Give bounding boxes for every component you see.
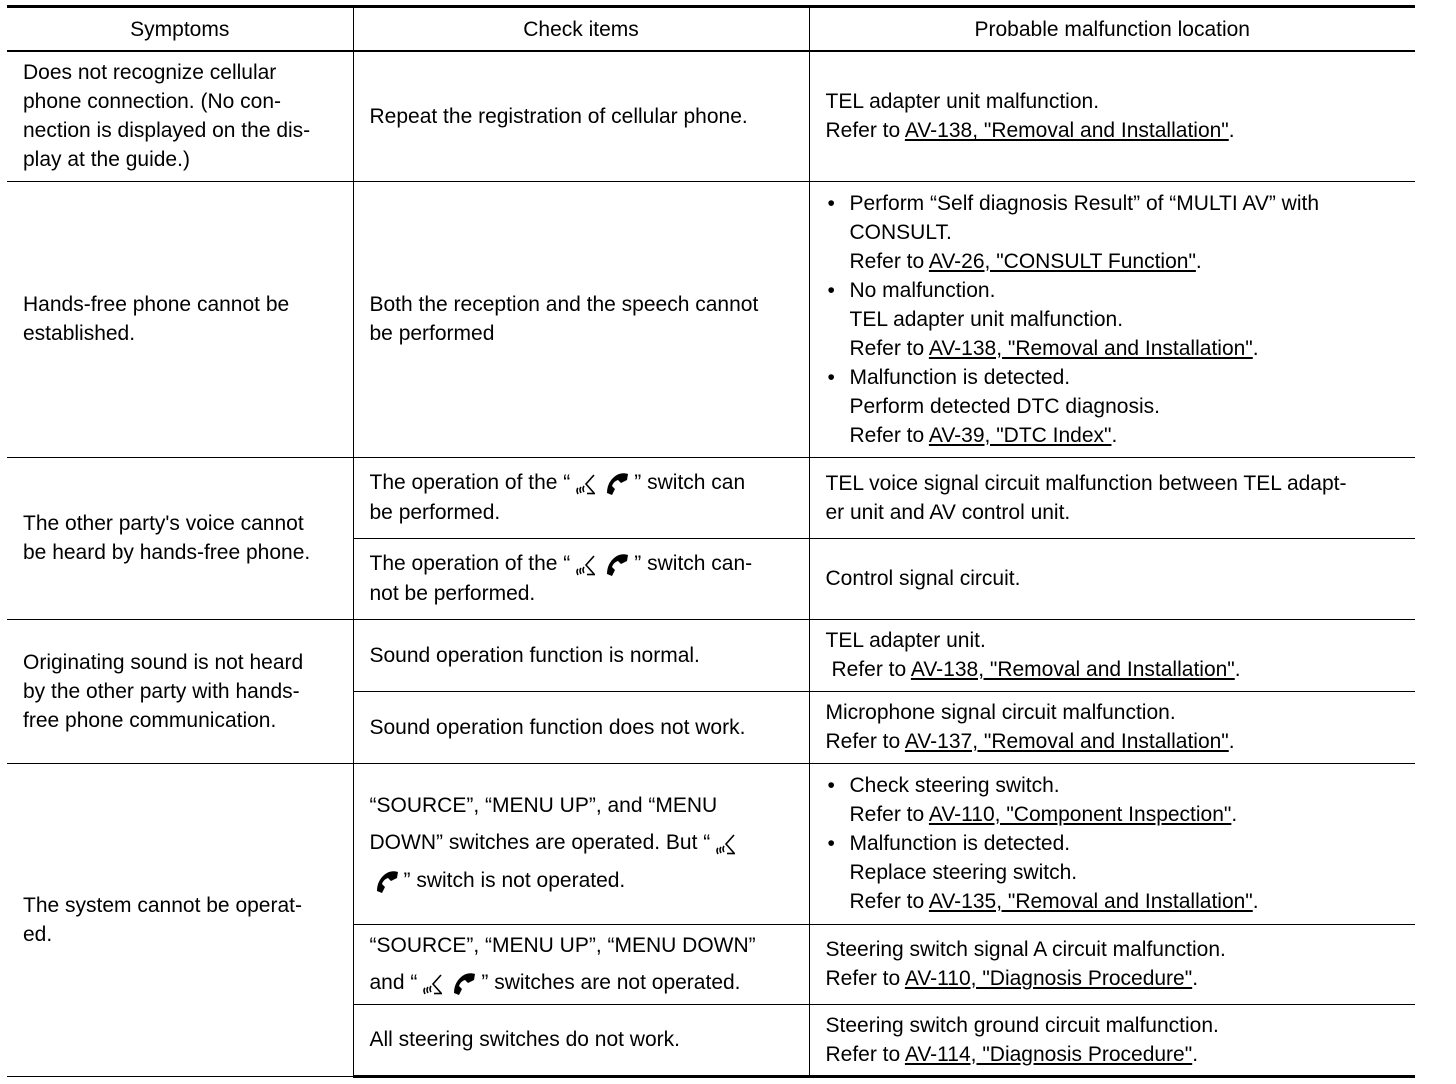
reference-link[interactable]: AV-110, "Component Inspection": [928, 803, 1232, 826]
symptom-table: [7, 5, 1415, 1078]
check-cell: “SOURCE”, “MENU UP”, “MENU DOWN” and “ ” switches are not operated.: [353, 924, 809, 1004]
voice-recognition-icon: [572, 550, 598, 579]
phone-handset-icon: [602, 550, 632, 579]
symptom-cell: The other party's voice cannot be heard by hands-free phone.: [7, 457, 353, 619]
phone-handset-icon: [372, 863, 402, 900]
symptom-cell: Does not recognize cellular phone connection. (No con- nection is displayed on the dis- play at the guide.): [7, 51, 353, 181]
table-row: [7, 457, 1415, 538]
diagnosis-table-sheet: [7, 5, 1415, 1075]
reference-link[interactable]: AV-138, "Removal and Installation": [904, 119, 1229, 143]
voice-recognition-icon: [419, 964, 445, 1001]
voice-recognition-icon: [572, 469, 598, 498]
header-location: Probable malfunction location: [809, 7, 1415, 52]
table-row: [7, 763, 1415, 924]
reference-link[interactable]: AV-138, "Removal and Installation": [910, 658, 1235, 681]
location-cell: TEL adapter unit malfunction. Refer to AV-138, "Removal and Installation".: [809, 51, 1415, 181]
phone-handset-icon: [449, 964, 479, 1001]
location-cell: • Perform “Self diagnosis Result” of “MULTI AV” with CONSULT. Refer to AV-26, "CONSULT Function". • No malfunction. TEL adapter unit malfunction. Refer to AV-138, "Removal and Installation". • Malfunction is detected. Perform detected DTC diagnosis. Refer to AV-39, "DTC Index".: [809, 181, 1415, 457]
location-cell: • Check steering switch. Refer to AV-110, "Component Inspection". • Malfunction is detected. Replace steering switch. Refer to AV-135, "Removal and Installation".: [809, 763, 1415, 924]
location-cell: TEL adapter unit. Refer to AV-138, "Removal and Installation".: [809, 619, 1415, 691]
reference-link[interactable]: AV-135, "Removal and Installation": [928, 890, 1253, 913]
table-row: [7, 619, 1415, 691]
reference-link[interactable]: AV-138, "Removal and Installation": [928, 336, 1253, 360]
header-row: [7, 7, 1415, 52]
check-cell: All steering switches do not work.: [353, 1004, 809, 1076]
table-row: [7, 181, 1415, 457]
check-cell: The operation of the “ ” switch can- not be performed.: [353, 538, 809, 619]
symptom-cell: Hands-free phone cannot be established.: [7, 181, 353, 457]
reference-link[interactable]: AV-39, "DTC Index": [928, 423, 1112, 447]
symptom-cell: The system cannot be operat- ed.: [7, 763, 353, 1076]
location-cell: Steering switch signal A circuit malfunction. Refer to AV-110, "Diagnosis Procedure".: [809, 924, 1415, 1004]
check-cell: Both the reception and the speech cannot be performed: [353, 181, 809, 457]
location-cell: Microphone signal circuit malfunction. Refer to AV-137, "Removal and Installation".: [809, 691, 1415, 763]
voice-recognition-icon: [712, 825, 738, 862]
reference-link[interactable]: AV-110, "Diagnosis Procedure": [904, 967, 1193, 990]
header-check-items: Check items: [353, 7, 809, 52]
header-symptoms: Symptoms: [7, 7, 353, 52]
reference-link[interactable]: AV-137, "Removal and Installation": [904, 730, 1229, 753]
check-cell: The operation of the “ ” switch can be performed.: [353, 457, 809, 538]
location-cell: TEL voice signal circuit malfunction between TEL adapt- er unit and AV control unit.: [809, 457, 1415, 538]
phone-handset-icon: [602, 469, 632, 498]
check-cell: Sound operation function is normal.: [353, 619, 809, 691]
reference-link[interactable]: AV-26, "CONSULT Function": [928, 249, 1196, 273]
table-row: [7, 51, 1415, 181]
check-cell: Sound operation function does not work.: [353, 691, 809, 763]
symptom-cell: Originating sound is not heard by the other party with hands- free phone communication.: [7, 619, 353, 763]
check-cell: Repeat the registration of cellular phone.: [353, 51, 809, 181]
location-cell: Control signal circuit.: [809, 538, 1415, 619]
location-cell: Steering switch ground circuit malfunction. Refer to AV-114, "Diagnosis Procedure".: [809, 1004, 1415, 1076]
reference-link[interactable]: AV-114, "Diagnosis Procedure": [904, 1042, 1193, 1066]
check-cell: “SOURCE”, “MENU UP”, and “MENU DOWN” switches are operated. But “ ” switch is not operated.: [353, 763, 809, 924]
